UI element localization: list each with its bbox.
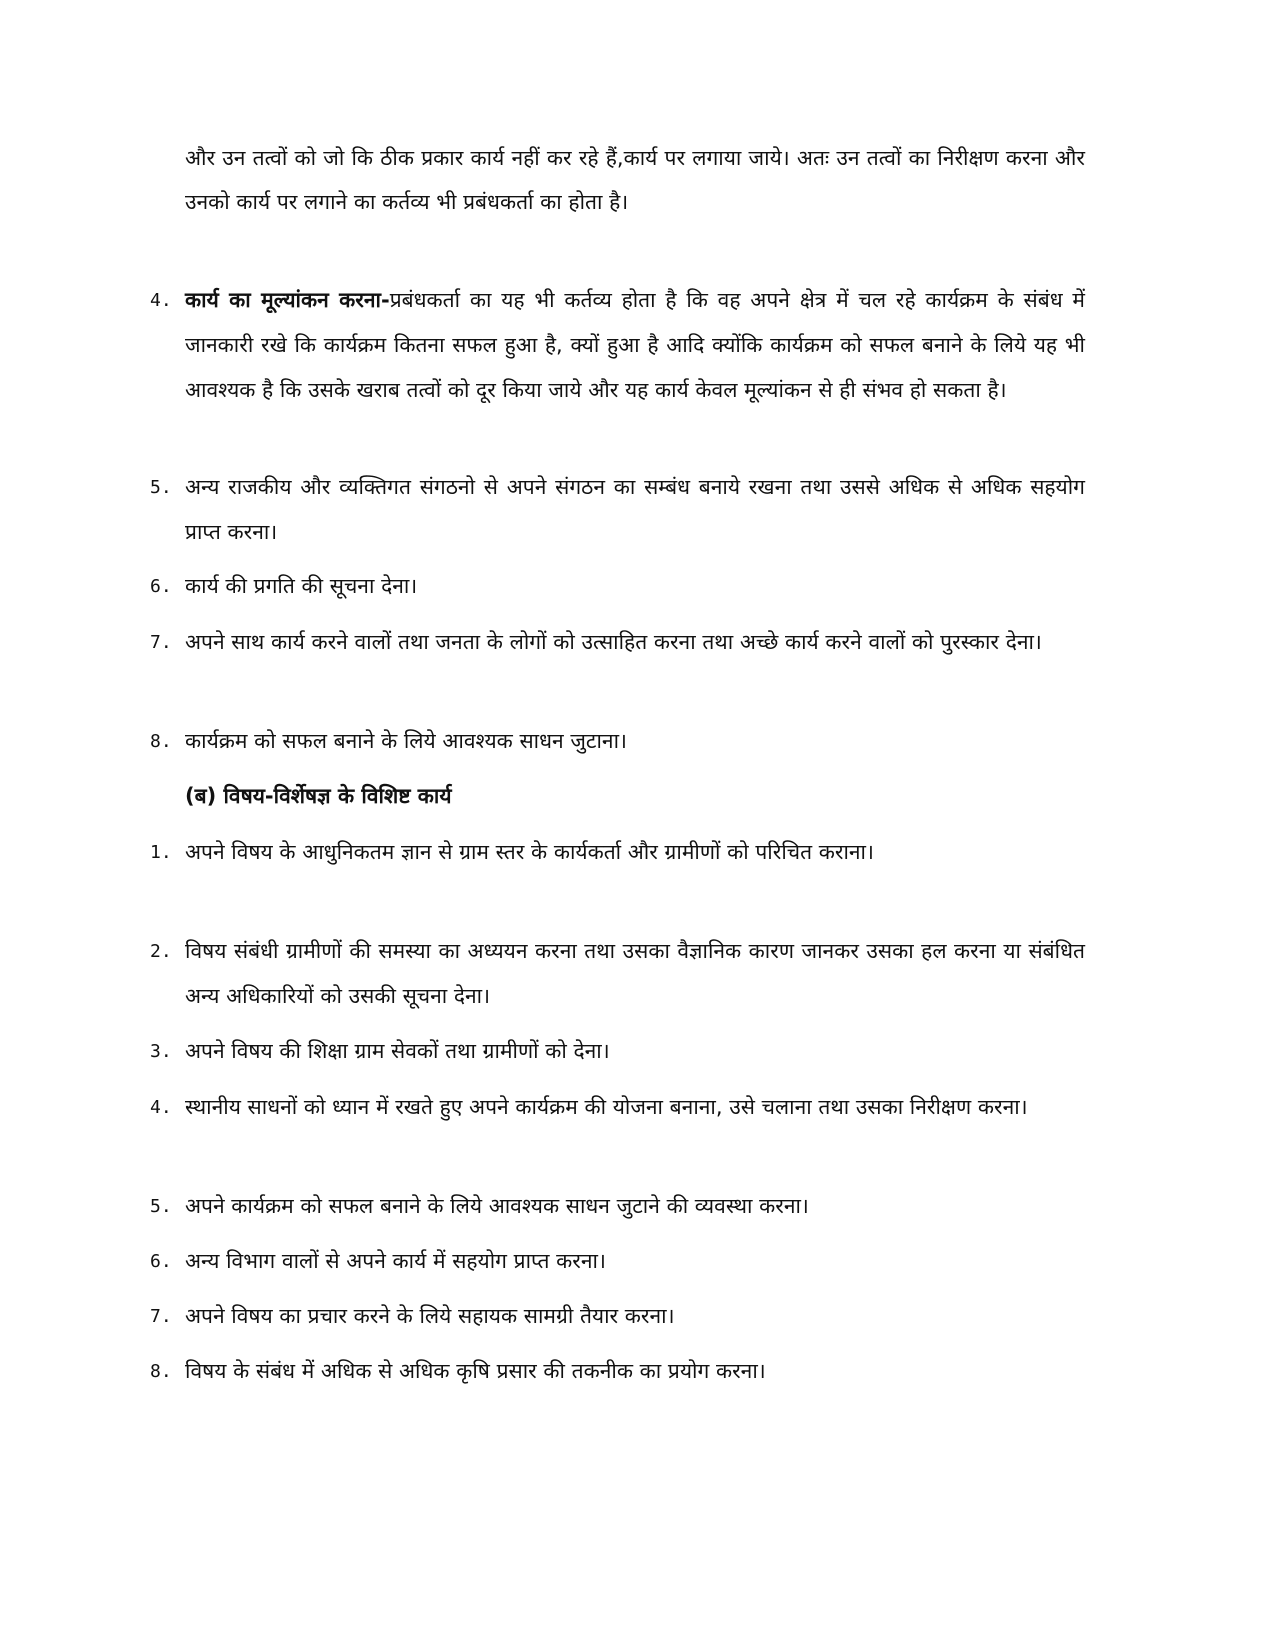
- list-item: [150, 1349, 1085, 1394]
- list-item: [150, 278, 1085, 413]
- item-lead: कार्य का मूल्यांकन करना-: [185, 288, 390, 312]
- intro-paragraph: और उन तत्वों को जो कि ठीक प्रकार कार्य नहीं कर रहे हैं,कार्य पर लगाया जाये। अतः उन तत्वों का निरीक्षण करना और उनको कार्य पर लगाने का कर्तव्य भी प्रबंधकर्ता का होता है।: [185, 146, 1085, 214]
- item-number: 6.: [150, 576, 172, 597]
- list-item: [150, 620, 1085, 665]
- item-text: अपने साथ कार्य करने वालों तथा जनता के लोगों को उत्साहित करना तथा अच्छे कार्य करने वालों को पुरस्कार देना।: [185, 630, 1042, 654]
- item-number: 2.: [150, 941, 172, 962]
- item-text: अपने विषय के आधुनिकतम ज्ञान से ग्राम स्तर के कार्यकर्ता और ग्रामीणों को परिचित कराना।: [185, 840, 874, 864]
- item-text: स्थानीय साधनों को ध्यान में रखते हुए अपने कार्यक्रम की योजना बनाना, उसे चलाना तथा उसका निरीक्षण करना।: [185, 1095, 1028, 1119]
- list-item: [150, 830, 1085, 875]
- item-text: विषय के संबंध में अधिक से अधिक कृषि प्रसार की तकनीक का प्रयोग करना।: [185, 1359, 766, 1383]
- item-number: 5.: [150, 1196, 172, 1217]
- item-number: 6.: [150, 1251, 172, 1272]
- item-text: विषय संबंधी ग्रामीणों की समस्या का अध्ययन करना तथा उसका वैज्ञानिक कारण जानकर उसका हल करना या संबंधित अन्य अधिकारियों को उसकी सूचना देना।: [185, 939, 1085, 1008]
- list-item: [150, 1239, 1085, 1284]
- list-item: [150, 564, 1085, 609]
- item-number: 4.: [150, 290, 172, 311]
- list-item: [150, 1085, 1085, 1130]
- item-number: 8.: [150, 1361, 172, 1382]
- item-number: 4.: [150, 1097, 172, 1118]
- list-item: [150, 465, 1085, 555]
- item-number: 7.: [150, 1306, 172, 1327]
- item-text: कार्य की प्रगति की सूचना देना।: [185, 574, 418, 598]
- item-text: अपने विषय की शिक्षा ग्राम सेवकों तथा ग्रामीणों को देना।: [185, 1039, 610, 1063]
- item-text: कार्यक्रम को सफल बनाने के लिये आवश्यक साधन जुटाना।: [185, 729, 627, 753]
- item-text: [185, 278, 1085, 413]
- item-number: 7.: [150, 632, 172, 653]
- section-heading: (ब) विषय-विर्शेषज्ञ के विशिष्ट कार्य: [185, 784, 452, 808]
- item-text: अन्य विभाग वालों से अपने कार्य में सहयोग प्राप्त करना।: [185, 1249, 606, 1273]
- list-item: [150, 1029, 1085, 1074]
- list-item: [150, 719, 1085, 764]
- item-number: 5.: [150, 477, 172, 498]
- item-number: 3.: [150, 1041, 172, 1062]
- item-number: 8.: [150, 731, 172, 752]
- item-text: अन्य राजकीय और व्यक्तिगत संगठनो से अपने संगठन का सम्बंध बनाये रखना तथा उससे अधिक से अधिक सहयोग प्राप्त करना।: [185, 475, 1085, 544]
- list-item: [150, 1184, 1085, 1229]
- item-text: अपने विषय का प्रचार करने के लिये सहायक सामग्री तैयार करना।: [185, 1304, 675, 1328]
- item-body: प्रबंधकर्ता का यह भी कर्तव्य होता है कि वह अपने क्षेत्र में चल रहे कार्यक्रम के संबंध में जानकारी रखे कि कार्यक्रम कितना सफल हुआ है, क्यों हुआ है आदि क्योंकि कार्यक्रम को सफल बनाने के लिये यह भी आवश्यक है कि उसके खराब तत्वों को दूर किया जाये और यह कार्य केवल मूल्यांकन से ही संभव हो सकता है।: [185, 288, 1085, 402]
- item-number: 1.: [150, 842, 172, 863]
- list-item: [150, 1294, 1085, 1339]
- item-text: अपने कार्यक्रम को सफल बनाने के लिये आवश्यक साधन जुटाने की व्यवस्था करना।: [185, 1194, 809, 1218]
- list-item: [150, 929, 1085, 1019]
